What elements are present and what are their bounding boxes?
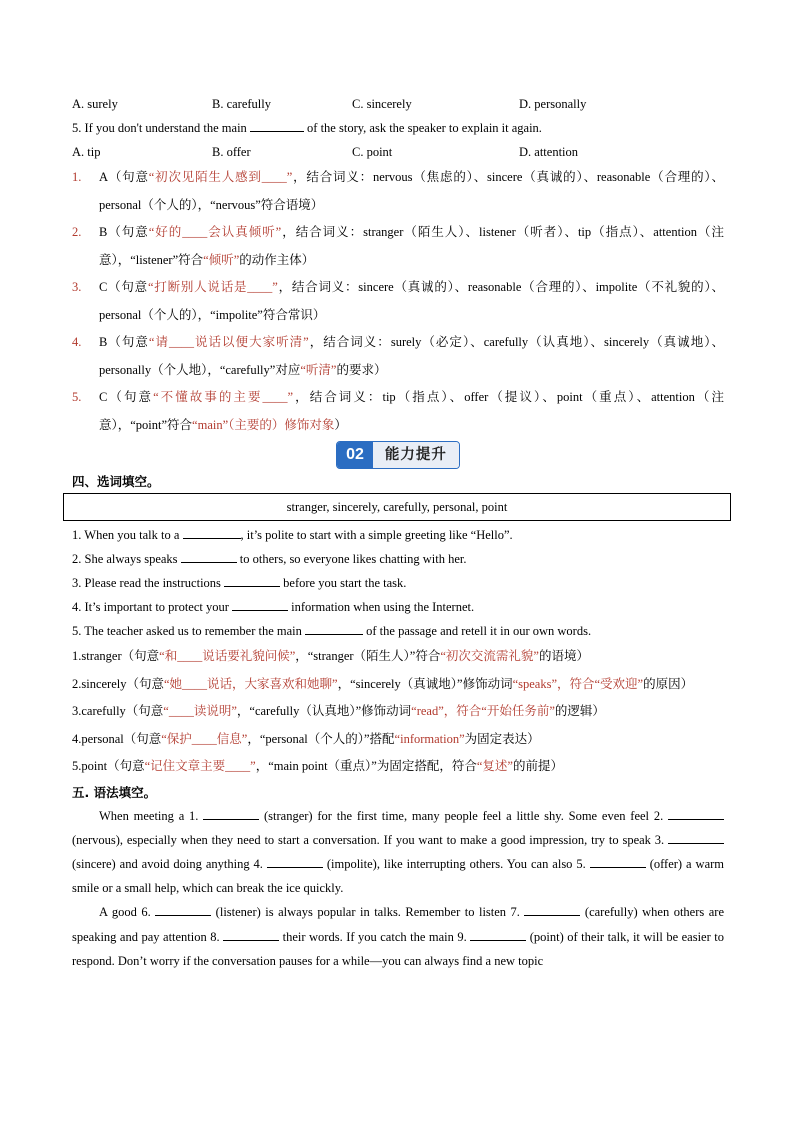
answer-blank[interactable] [224,586,280,587]
answer-text: 3.carefully（句意 [72,704,164,718]
answer-blank[interactable] [181,562,237,563]
answer-highlight: “初次交流需礼貌” [440,649,539,663]
fill-question [72,619,724,643]
answer-body [99,164,724,219]
answer-blank[interactable] [590,867,646,868]
word-box: stranger, sincerely, carefully, personal, point [63,493,731,521]
answer-text: 符合语境） [260,197,324,212]
section4-answers [72,643,724,781]
answer-text: 的动作主体） [239,252,315,267]
answer-item [72,698,724,726]
answer-highlight: “复述” [476,759,513,773]
answer-item [72,726,724,754]
paragraph-text: When meeting a 1. [99,808,204,823]
fill-question [72,547,724,571]
option-d: D. attention [519,145,579,159]
answer-text: 1.stranger（句意 [72,649,160,663]
answer-number: 1. [72,170,82,184]
answer-number: 5. [72,390,82,404]
option-a: A. surely [72,97,118,111]
answer-highlight: “打断别人说话是____” [147,280,278,294]
option-c: C. sincerely [352,97,412,111]
answer-text: 2.sincerely（句意 [72,676,164,691]
answer-highlight: “不懂故事的主要____” [153,390,294,404]
answer-highlight: “请____说话以便大家听清” [148,335,309,349]
question-text: 3. Please read the instructions [72,576,225,590]
answer-blank[interactable] [668,819,724,820]
answer-text: ，结合词义：sincere（真诚的）、reasonable（合理的）、impolite（不礼貌的）、personal（个人的），“impolite”符合常识） [99,280,724,322]
paragraph-text: (sincere) and avoid doing anything 4. [72,856,267,871]
paragraph-text: A good 6. [99,905,156,920]
answer-item [72,329,724,384]
option-b: B. carefully [212,97,272,111]
answer-blank[interactable] [223,940,279,941]
option-d: D. personally [519,97,587,111]
q5-blank [250,131,304,132]
answer-blank[interactable] [155,915,211,916]
answer-text: 为固定表达） [464,731,540,746]
paragraph-text: (carefully) when others are speaking and pay attention 8. [72,905,725,944]
badge-label: 能力提升 [373,442,459,468]
answer-item [72,753,724,781]
answer-number: 3. [72,280,82,294]
option-b: B. offer [212,145,251,159]
answer-body [99,274,724,329]
section5-paragraph-2 [72,900,724,973]
section5-title: 五. 语法填空。 [72,784,157,800]
answer-item [72,219,724,274]
answer-highlight: “她____说话，大家喜欢和她聊” [164,676,338,691]
question-text: information when using the Internet. [288,600,475,614]
answer-highlight: “保护____信息” [161,731,248,746]
answer-text: C（句意 [99,280,148,294]
answer-item [72,164,724,219]
answer-text: A（句意 [99,170,149,184]
question-text: 2. She always speaks [72,552,181,566]
answer-body [99,219,724,274]
answer-blank[interactable] [668,843,724,844]
answers-list [72,164,724,439]
q4-options [72,92,724,116]
question-text: 5. The teacher asked us to remember the main [72,624,306,638]
answer-text: 的前提） [512,759,563,773]
q5-stem [72,116,724,140]
question-text: of the passage and retell it in our own words. [363,624,592,638]
answer-blank[interactable] [267,867,323,868]
answer-blank[interactable] [305,634,363,635]
paragraph-text: their words. If you catch the main 9. [279,929,471,944]
answer-blank[interactable] [183,538,241,539]
answer-highlight: “听清” [300,362,337,377]
q5-stem-after: of the story, ask the speaker to explain it again. [303,121,542,135]
answer-item [72,274,724,329]
answer-blank[interactable] [524,915,580,916]
section-badge [72,441,724,469]
paragraph-text: (point) of their talk, it will be easier to respond. Don’t worry if the conversation pauses for a while—you can always find a new topic [72,929,724,968]
answer-text: “nervous” [210,197,261,212]
answer-text: ，“stranger（陌生人）”符合 [295,649,441,663]
fill-question [72,571,724,595]
answer-text: 的原因） [643,676,694,691]
answer-body [99,384,724,439]
paragraph-text: (impolite), like interrupting others. You can also 5. [322,856,590,871]
paragraph-text: (stranger) for the first time, many people feel a little shy. Some even feel 2. [259,808,668,823]
answer-text: 的逻辑） [554,704,605,718]
answer-highlight: “information” [394,731,465,746]
question-text: before you start the task. [280,576,407,590]
section5-paragraph-1 [72,804,724,901]
paragraph-text: (listener) is always popular in talks. Remember to listen 7. [211,905,525,920]
answer-text: B（句意 [99,225,149,239]
option-a: A. tip [72,145,101,159]
answer-text: ，“carefully（认真地）”修饰动词 [236,704,412,718]
answer-item [72,643,724,671]
question-text: 1. When you talk to a [72,528,183,542]
answer-text: ，结合词义：tip（指点）、offer（提议）、point（重点）、attention（注意），“point”符合 [99,390,724,432]
answer-item [72,671,724,699]
section4-questions [72,523,724,643]
answer-text: ，结合词义：stranger（陌生人）、listener（听者）、tip（指点）、attention（注意），“listener”符合 [99,225,724,267]
answer-text: B（句意 [99,335,149,349]
answer-text: 4.personal（句意 [72,731,162,746]
answer-highlight: “和____说话要礼貌问候” [159,649,296,663]
answer-blank[interactable] [470,940,526,941]
answer-highlight: “____读说明” [163,704,237,718]
answer-highlight: “初次见陌生人感到____” [148,170,293,184]
q5-options [72,140,724,164]
answer-blank[interactable] [203,819,259,820]
section4-title: 四、选词填空。 [72,474,160,489]
answer-text: ，结合词义：nervous（焦虑的）、sincere（真诚的）、reasonable（合理的）、personal（个人的）， [99,170,724,212]
answer-item [72,384,724,439]
paragraph-text: (nervous), especially when they need to start a conversation. If you want to make a good impression, try to speak 3. [72,832,668,847]
question-text: , it’s polite to start with a simple greeting like “Hello”. [240,528,513,542]
paragraph-text: (offer) a warm smile or a small help, which can break the ice quickly. [72,856,725,896]
answer-text: ，结合词义：surely（必定）、carefully（认真地）、sincerely（真诚地）、personally（个人地），“carefully”对应 [99,335,724,377]
answer-highlight: “好的____会认真倾听” [148,225,282,239]
answer-text: ，“main point（重点）”为固定搭配，符合 [255,759,477,773]
answer-highlight: “倾听” [203,252,240,267]
answer-highlight: “记住文章主要____” [144,759,256,773]
fill-question [72,523,724,547]
answer-text: 的语境） [538,649,589,663]
badge-number: 02 [337,442,373,468]
answer-text: C（句意 [99,390,154,404]
answer-text: 5.point（句意 [72,759,145,773]
answer-number: 4. [72,335,82,349]
answer-text: 的要求） [336,362,387,377]
answer-blank[interactable] [232,610,288,611]
fill-question [72,595,724,619]
q5-stem-before: 5. If you don't understand the main [72,121,250,135]
badge-box [336,441,460,469]
answer-body [99,329,724,384]
answer-highlight: “main”（主要的）修饰对象 [192,417,335,432]
answer-highlight: “read”，符合“开始任务前” [411,704,555,718]
option-c: C. point [352,145,393,159]
answer-highlight: “speaks”，符合“受欢迎” [512,676,644,691]
worksheet-page [72,92,724,973]
question-text: to others, so everyone likes chatting with her. [236,552,467,566]
answer-number: 2. [72,225,82,239]
answer-text: ，“personal（个人的）”搭配 [247,731,395,746]
answer-text: ，“sincerely（真诚地）”修饰动词 [337,676,513,691]
question-text: 4. It’s important to protect your [72,600,233,614]
answer-text: ） [334,417,347,432]
